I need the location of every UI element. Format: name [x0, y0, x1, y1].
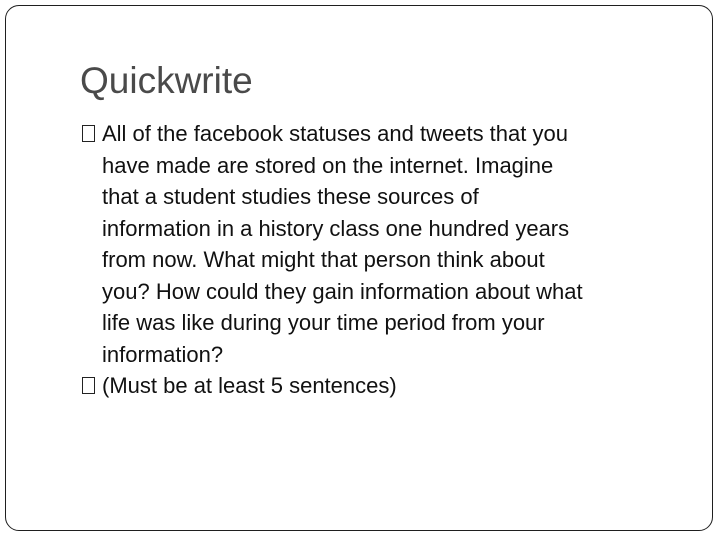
bullet-line: that a student studies these sources of	[102, 184, 479, 209]
bullet-line: (Must be at least 5 sentences)	[102, 373, 397, 398]
bullet-list	[82, 118, 692, 402]
slide-title: Quickwrite	[80, 60, 253, 101]
bullet-line: from now. What might that person think about	[102, 247, 545, 272]
bullet-line: life was like during your time period from your	[102, 310, 545, 335]
missing-glyph-box-icon	[82, 377, 95, 394]
bullet-item-prompt	[82, 118, 692, 370]
bullet-item-requirement	[82, 370, 692, 402]
bullet-line: have made are stored on the internet. Imagine	[102, 152, 554, 178]
bullet-line: information?	[102, 341, 224, 367]
bullet-line: you? How could they gain information about what	[102, 278, 583, 304]
bullet-line: information in a history class one hundred years	[102, 215, 570, 241]
bullet-line: All of the facebook statuses and tweets that you	[102, 121, 568, 146]
missing-glyph-box-icon	[82, 125, 95, 142]
